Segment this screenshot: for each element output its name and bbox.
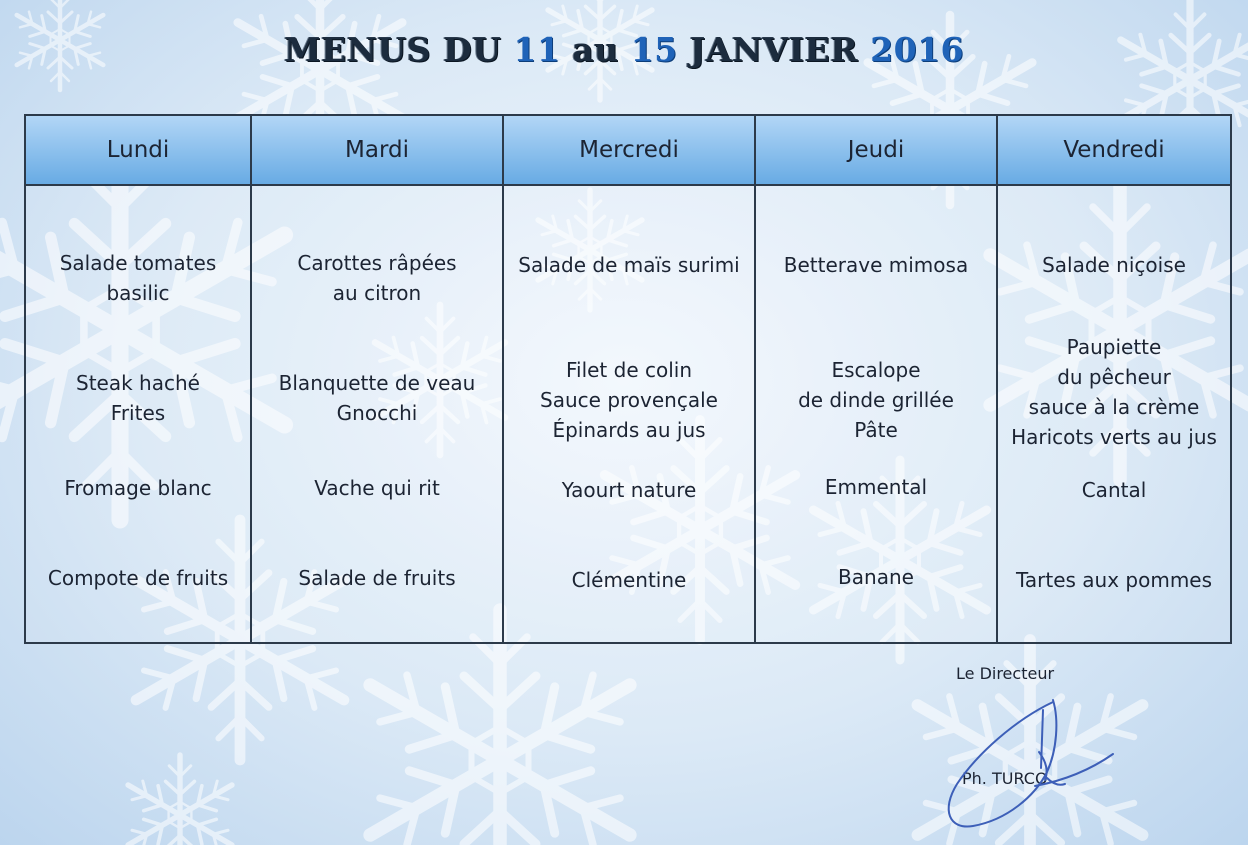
dairy: Cantal (1081, 478, 1147, 502)
signature-role: Le Directeur (956, 664, 1055, 683)
main-course: Escalope de dinde grillée Pâte (798, 358, 954, 442)
menu-cell-mardi (251, 185, 503, 643)
starter: Carottes râpées au citron (297, 251, 457, 305)
menu-table (24, 114, 1232, 644)
main-course: Filet de colin Sauce provençale Épinards au jus (540, 358, 718, 442)
day-header-vendredi: Vendredi (997, 115, 1231, 185)
day-header-mardi: Mardi (251, 115, 503, 185)
menu-cell-vendredi (997, 185, 1231, 643)
day-header-jeudi: Jeudi (755, 115, 997, 185)
starter: Betterave mimosa (783, 253, 969, 277)
starter: Salade de maïs surimi (518, 253, 740, 277)
dessert: Salade de fruits (298, 566, 456, 590)
main-course: Paupiette du pêcheur sauce à la crème Haricots verts au jus (1011, 335, 1217, 449)
main-course: Steak haché Frites (76, 371, 200, 425)
day-header-lundi: Lundi (25, 115, 251, 185)
dessert: Compote de fruits (47, 566, 229, 590)
dessert: Banane (838, 565, 914, 589)
dessert: Clémentine (571, 568, 687, 592)
title-end-day: 15 (630, 30, 678, 69)
day-header-row (25, 115, 1231, 185)
menu-cell-jeudi (755, 185, 997, 643)
title-month: JANVIER (689, 30, 859, 69)
title-prefix: MENUS DU (284, 30, 502, 69)
dairy: Vache qui rit (314, 476, 440, 500)
day-header-mercredi: Mercredi (503, 115, 755, 185)
dairy: Yaourt nature (561, 478, 697, 502)
main-course: Blanquette de veau Gnocchi (278, 371, 476, 425)
dairy: Emmental (824, 475, 928, 499)
handwritten-signature (935, 680, 1115, 830)
dessert: Tartes aux pommes (1015, 568, 1213, 592)
title-year: 2016 (870, 30, 964, 69)
menu-row (25, 185, 1231, 643)
starter: Salade tomates basilic (59, 251, 217, 305)
title-start-day: 11 (513, 30, 561, 69)
page-title (0, 30, 1248, 69)
starter: Salade niçoise (1042, 253, 1186, 277)
title-connector: au (572, 30, 619, 69)
signature-name: Ph. TURCO (962, 769, 1048, 788)
menu-cell-mercredi (503, 185, 755, 643)
dairy: Fromage blanc (64, 476, 212, 500)
menu-cell-lundi (25, 185, 251, 643)
